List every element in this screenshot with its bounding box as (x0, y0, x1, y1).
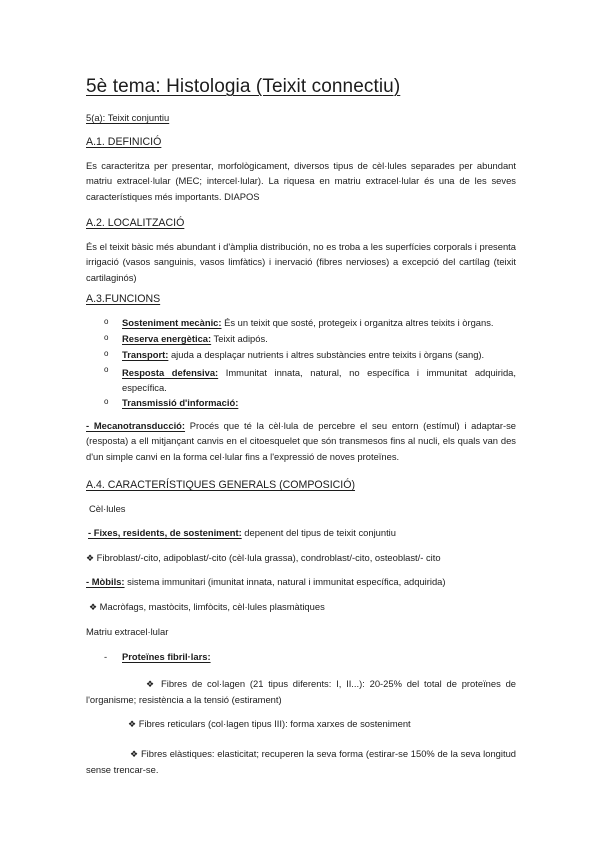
list-item-text: ajuda a desplaçar nutrients i altres substàncies entre teixits i òrgans (sang). (168, 349, 485, 360)
fixes-list (86, 552, 441, 564)
diamond-bullet-icon: ❖ (130, 749, 139, 759)
proteins-line (104, 651, 211, 662)
mobils-list-text: Macròfags, mastòcits, limfòcits, cèl·lules plasmàtiques (97, 601, 325, 612)
dash-bullet: - (104, 651, 108, 662)
heading-funcions: A.3.FUNCIONS (86, 293, 161, 305)
fibre-item (86, 746, 516, 778)
paragraph-definicio: Es caracteritza per presentar, morfològicament, diversos tipus de cèl·lules separades per abundant matriu extracel·lular (MEC; intercel·lular). La riquesa en matriu extracel·lular és una de les seves característiques més importants. DIAPOS (86, 160, 516, 202)
proteins-label: Proteïnes fibril·lars: (122, 651, 211, 662)
bullet-icon: o (104, 317, 109, 326)
mecanotransduccio-label: - Mecanotransducció: (86, 420, 186, 431)
mecanotransduccio-text: Procés que té la cèl·lula de percebre el seu entorn (estímul) i adaptar-se (resposta) a ell mitjançant canvis en el citoesquelet que són transmesos fins al nucli, els quals van des d'un simple canvi en la forma cel·lular fins a l'expressió de noves proteïnes. (86, 420, 516, 462)
page-title: 5è tema: Histologia (Teixit connectiu) (86, 76, 401, 97)
fibre-text: Fibres de col·lagen (21 tipus diferents: I, II...): 20-25% del total de proteïnes de l'organisme; resistència a la tensió (estirament) (86, 678, 516, 706)
list-item-label: Sosteniment mecànic: (122, 317, 222, 328)
bullet-icon: o (104, 349, 109, 358)
mobils-text: sistema immunitari (imunitat innata, natural i immunitat específica, adquirida) (124, 576, 446, 587)
fibre-item (86, 676, 516, 708)
cells-label: Cèl·lules (89, 503, 126, 514)
fibre-text: Fibres elàstiques: elasticitat; recuperen la seva forma (estirar-se 150% de la seva longitud sense trencar-se. (86, 748, 517, 776)
matrix-label: Matriu extracel·lular (86, 626, 169, 637)
heading-definicio: A.1. DEFINICIÓ (86, 136, 162, 148)
paragraph-localitzacio: És el teixit bàsic més abundant i d'àmplia distribución, no es troba a les superfícies corporals i presenta irrigació (vasos sanguinis, vasos limfàtics) i inervació (fibres nervioses) a excepció del cartílag (teixit cartilaginós) (86, 241, 516, 283)
diamond-bullet-icon: ❖ (89, 602, 98, 612)
fixes-text: depenent del tipus de teixit conjuntiu (241, 527, 396, 538)
list-item-label: Transport: (122, 349, 169, 360)
mobils-list (89, 601, 325, 613)
bullet-icon: o (104, 397, 109, 406)
mobils-line (86, 576, 446, 587)
diamond-bullet-icon: ❖ (86, 553, 95, 563)
fixes-list-text: Fibroblast/-cito, adipoblast/-cito (cèl·lula grassa), condroblast/-cito, osteoblast/- cito (94, 552, 441, 563)
bullet-icon: o (104, 365, 109, 374)
list-item-text: Teixit adipós. (211, 333, 268, 344)
bullet-icon: o (104, 333, 109, 342)
fibre-text: Fibres reticulars (col·lagen tipus III): forma xarxes de sosteniment (138, 718, 411, 729)
mobils-label: - Mòbils: (86, 576, 125, 587)
paragraph-mecanotransduccio (86, 418, 516, 464)
list-item-text: És un teixit que sosté, protegeix i organitza altres teixits i òrgans. (221, 317, 494, 328)
fixes-line (88, 527, 396, 538)
diamond-bullet-icon: ❖ (146, 679, 157, 689)
list-item-label: Transmissió d'informació: (122, 397, 239, 408)
list-item-label: Resposta defensiva: (122, 367, 219, 378)
subtitle: 5(a): Teixit conjuntiu (86, 112, 170, 123)
list-item-text: Immunitat innata, natural, no específica i immunitat adquirida, específica. (122, 367, 516, 394)
list-item-label: Reserva energètica: (122, 333, 212, 344)
heading-localitzacio: A.2. LOCALITZACIÓ (86, 217, 185, 229)
fixes-label: - Fixes, residents, de sosteniment: (88, 527, 242, 538)
diamond-bullet-icon: ❖ (128, 719, 137, 729)
heading-caracteristiques: A.4. CARACTERÍSTIQUES GENERALS (COMPOSICIÓ) (86, 479, 356, 491)
fibre-item (128, 718, 411, 730)
